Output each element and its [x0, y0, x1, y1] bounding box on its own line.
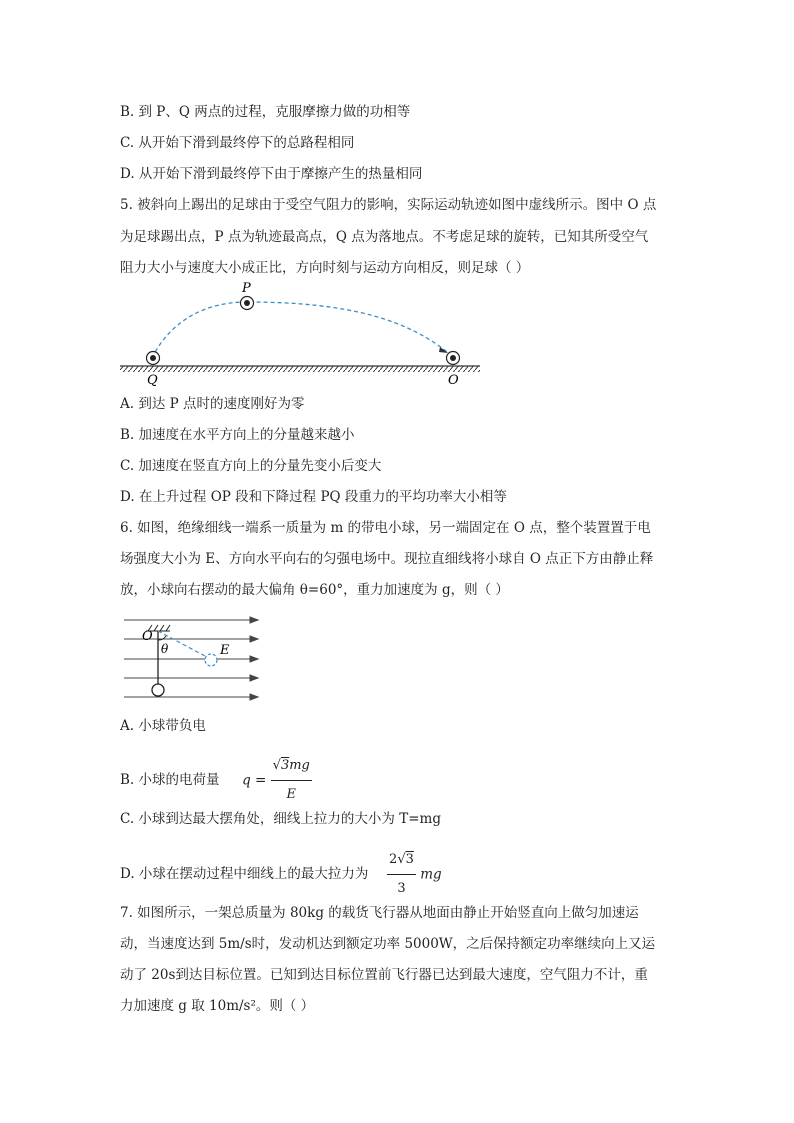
- q6-b-root: 3: [280, 758, 290, 773]
- q6-option-b: [120, 752, 312, 809]
- q6-b-num-rest: mg: [289, 758, 310, 773]
- label-p: P: [242, 281, 251, 296]
- ball-at-o: [447, 352, 460, 365]
- ground-hatch: [120, 366, 480, 372]
- q5-option-c: C. 加速度在竖直方向上的分量先变小后变大: [120, 458, 382, 474]
- label-o: O: [448, 373, 459, 388]
- q6-option-b-prefix: B. 小球的电荷量: [120, 772, 220, 788]
- q4-option-c: C. 从开始下滑到最终停下的总路程相同: [120, 135, 355, 151]
- q6-pendulum-figure: [118, 612, 268, 704]
- q4-option-b: B. 到 P、Q 两点的过程，克服摩擦力做的功相等: [120, 104, 411, 120]
- q6-b-den: E: [286, 787, 297, 802]
- q6-option-c: C. 小球到达最大摆角处，细线上拉力的大小为 T=mg: [120, 811, 441, 827]
- q6-stem-line1: 6. 如图，绝缘细线一端系一质量为 m 的带电小球，另一端固定在 O 点，整个装置置于电: [120, 520, 651, 536]
- q6-option-b-lhs: q =: [242, 772, 267, 789]
- q6-d-den: 3: [397, 881, 406, 896]
- q5-trajectory-figure: [110, 280, 490, 388]
- q6-option-b-fraction: $\frac{√3mg}{E}$: [271, 752, 312, 809]
- q5-stem-line2: 为足球踢出点，P 点为轨迹最高点，Q 点为落地点。不考虑足球的旋转，已知其所受空气: [120, 229, 649, 245]
- q5-stem-line1: 5. 被斜向上踢出的足球由于受空气阻力的影响，实际运动轨迹如图中虚线所示。图中 O 点: [120, 197, 657, 213]
- label-q: Q: [147, 373, 158, 388]
- q5-stem-line3: 阻力大小与速度大小成正比，方向时刻与运动方向相反，则足球（ ）: [120, 260, 530, 276]
- q5-option-d: D. 在上升过程 OP 段和下降过程 PQ 段重力的平均功率大小相等: [120, 489, 507, 505]
- q6-option-a: A. 小球带负电: [120, 718, 206, 734]
- q6-option-d-fraction: $\frac{2√3}{3}$: [387, 846, 416, 903]
- q6-d-coef: 2: [389, 852, 398, 867]
- q6-stem-line2: 场强度大小为 E、方向水平向右的匀强电场中。现拉直细线将小球自 O 点正下方由静止释: [120, 551, 654, 567]
- ball-at-p: [241, 297, 254, 310]
- ball-bottom: [152, 684, 164, 696]
- q5-option-b: B. 加速度在水平方向上的分量越来越小: [120, 427, 355, 443]
- ball-at-q: [147, 352, 160, 365]
- q5-option-a: A. 到达 P 点时的速度刚好为零: [120, 396, 305, 412]
- q6-d-root: 3: [405, 852, 414, 867]
- q6-option-d-prefix: D. 小球在摆动过程中细线上的最大拉力为: [120, 866, 369, 882]
- q6-option-d: [120, 846, 442, 903]
- trajectory-arrow: [439, 347, 448, 353]
- q4-option-d: D. 从开始下滑到最终停下由于摩擦产生的热量相同: [120, 166, 423, 182]
- q6-stem-line3: 放，小球向右摆动的最大偏角 θ=60°，重力加速度为 g，则（ ）: [120, 582, 509, 598]
- q7-stem-line3: 动了 20s到达目标位置。已知到达目标位置前飞行器已达到最大速度，空气阻力不计，重: [120, 967, 648, 983]
- label-e: E: [220, 643, 230, 658]
- ball-deflected: [205, 654, 217, 666]
- q7-stem-line1: 7. 如图所示，一架总质量为 80kg 的载货飞行器从地面由静止开始竖直向上做匀加速运: [120, 905, 639, 921]
- trajectory-path: [154, 302, 452, 356]
- q7-stem-line4: 力加速度 g 取 10m/s²。则（ ）: [120, 998, 315, 1014]
- q7-stem-line2: 动，当速度达到 5m/s时，发动机达到额定功率 5000W，之后保持额定功率继续向上又运: [120, 936, 656, 952]
- label-theta: θ: [161, 642, 169, 656]
- q6-d-rest: mg: [420, 866, 442, 883]
- label-o: O: [142, 629, 153, 644]
